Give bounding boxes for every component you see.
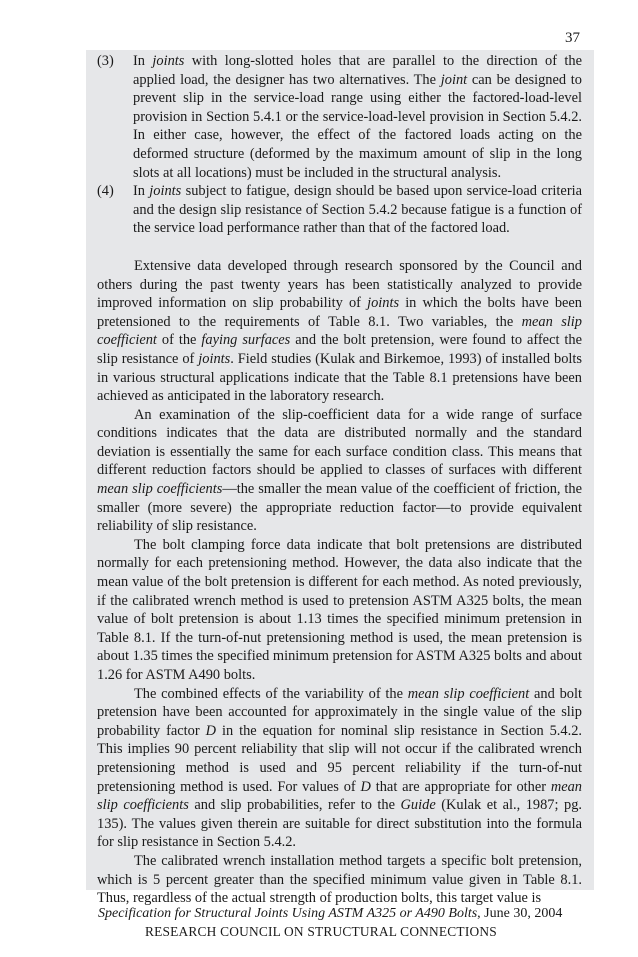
italic-term: joints bbox=[198, 350, 231, 367]
paragraph: The calibrated wrench installation method targets a specific bolt pretension, which is 5 percent greater than the specified minimum value given in Table 8.1. Thus, regardless of the actual strength of production bolts, this target value is bbox=[97, 852, 582, 907]
italic-term: joints bbox=[152, 53, 185, 69]
italic-term: joint bbox=[440, 71, 468, 88]
italic-term: mean slip coefficient bbox=[407, 685, 530, 702]
italic-term: joints bbox=[367, 295, 400, 312]
list-item bbox=[97, 182, 582, 238]
list-item-number: (4) bbox=[97, 183, 114, 200]
list-item-number: (3) bbox=[97, 53, 114, 69]
commentary-paragraphs bbox=[97, 257, 582, 908]
italic-term: mean slip coefficient bbox=[97, 313, 582, 349]
italic-term: D bbox=[360, 778, 371, 795]
italic-term: faying surfaces bbox=[201, 332, 291, 349]
list-item bbox=[97, 52, 582, 182]
list-item-text: In joints subject to fatigue, design should be based upon service-load criteria and the design slip resistance of Section 5.4.2 because fatigue is a function of the service load performance rather than that of the factored load. bbox=[133, 183, 582, 237]
commentary-text bbox=[97, 52, 582, 908]
italic-term: Guide bbox=[400, 797, 436, 814]
page-number: 37 bbox=[565, 30, 580, 46]
paragraph: The combined effects of the variability of the mean slip coefficient and bolt pretension have been accounted for approximately in the single value of the slip probability factor D in the equation for nominal slip resistance in Section 5.4.2. This implies 90 percent reliability that slip will not occur if the calibrated wrench pretensioning method is used and 95 percent reliability if the turn-of-nut pretensioning method is used. For values of D that are appropriate for other mean slip coefficients and slip probabilities, refer to the Guide (Kulak et al., 1987; pg. 135). The values given therein are suitable for direct substitution into the formula for slip resistance in Section 5.4.2. bbox=[97, 685, 583, 851]
list-item-text: In joints with long-slotted holes that are parallel to the direction of the applied load, the designer has two alternatives. The joint can be designed to prevent slip in the service-load range using either the factored-load-level provision in Section 5.4.1 or the service-load-level provision in Section 5.4.2. In either case, however, the effect of the factored loads acting on the deformed structure (deformed by the maximum amount of slip in the long slots at all locations) must be included in the structural analysis. bbox=[133, 53, 582, 181]
footer-spec-title: Specification for Structural Joints Using ASTM A325 or A490 Bolts bbox=[98, 906, 478, 921]
italic-term: joints bbox=[149, 183, 182, 200]
italic-term: mean slip coefficients bbox=[97, 481, 223, 498]
paragraph: The bolt clamping force data indicate that bolt pretensions are distributed normally for each pretensioning method. However, the data also indicate that the mean value of the bolt pretension is different for each method. As noted previously, if the calibrated wrench method is used to pretension ASTM A325 bolts, the mean value of bolt pretension is about 1.13 times the specified minimum pretension in Table 8.1. If the turn-of-nut pretensioning method is used, the mean pretension is about 1.35 times the specified minimum pretension for ASTM A325 bolts and about 1.26 for ASTM A490 bolts. bbox=[97, 536, 582, 683]
italic-term: mean slip coefficients bbox=[97, 778, 582, 814]
paragraph: Extensive data developed through research sponsored by the Council and others during the past twenty years has been statistically analyzed to provide improved information on slip probability of joints in which the bolts have been pretensioned to the requirements of Table 8.1. Two variables, the mean slip coefficient of the faying surfaces and the bolt pretension, were found to affect the slip resistance of joints. Field studies (Kulak and Birkemoe, 1993) of installed bolts in various structural applications indicate that the Table 8.1 pretensions have been achieved as anticipated in the laboratory research. bbox=[97, 257, 582, 405]
numbered-list bbox=[97, 52, 582, 238]
italic-term: D bbox=[205, 722, 216, 739]
footer-date: , June 30, 2004 bbox=[477, 906, 563, 921]
paragraph: An examination of the slip-coefficient data for a wide range of surface conditions indicates that the data are distributed normally and the standard deviation is essentially the same for each surface condition class. This means that different reduction factors should be applied to classes of surfaces with different mean slip coefficients—the smaller the mean value of the coefficient of friction, the smaller (more severe) the appropriate reduction factor—to provide equivalent reliability of slip resistance. bbox=[97, 406, 582, 535]
footer-title bbox=[98, 906, 578, 922]
footer-organization: RESEARCH COUNCIL ON STRUCTURAL CONNECTIONS bbox=[145, 924, 497, 939]
